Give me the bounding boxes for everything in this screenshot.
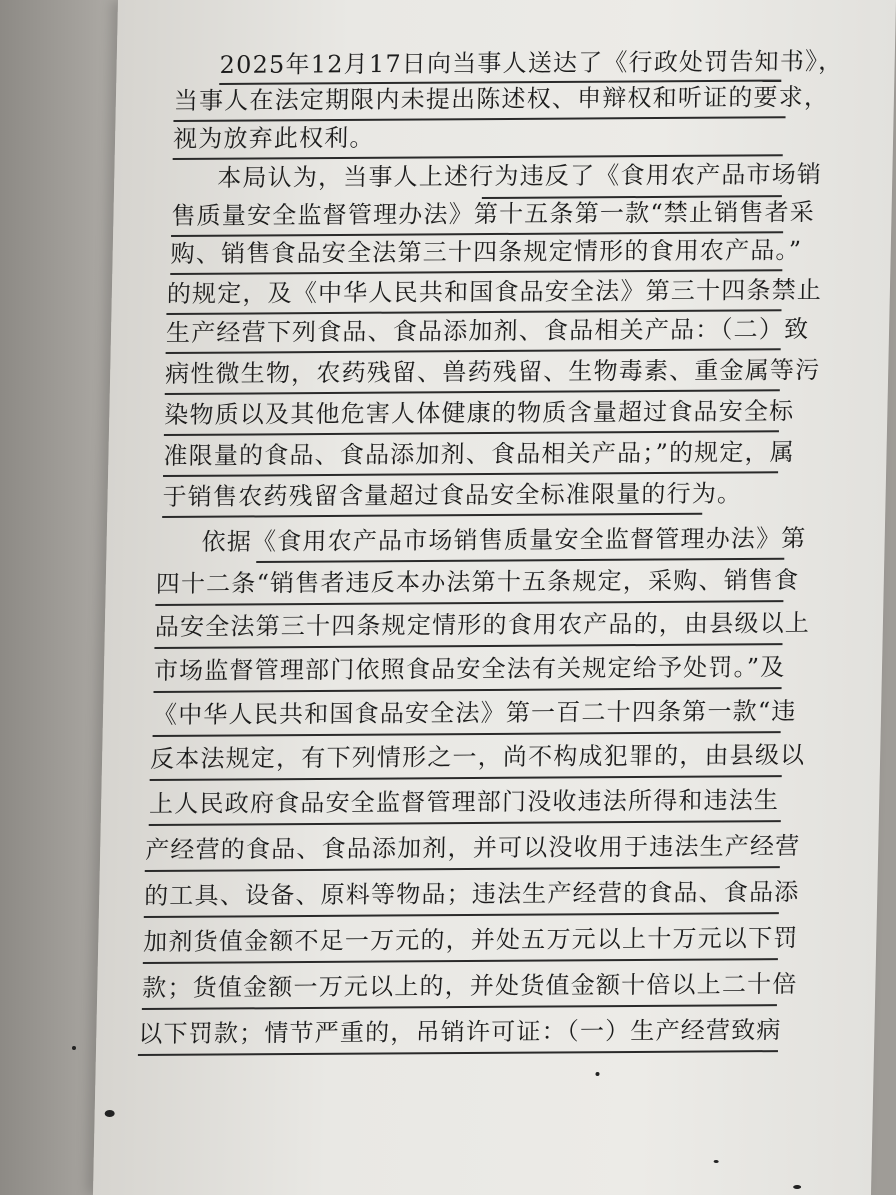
text-line: 2025年12月17日向当事人送达了《行政处罚告知书》， [219, 47, 844, 79]
text-line: 的工具、设备、原料等物品；违法生产经营的食品、食品添 [144, 877, 800, 910]
text-line: 以下罚款；情节严重的，吊销许可证：（一）生产经营致病 [138, 1016, 782, 1048]
text-line: 四十二条“销售者违反本办法第十五条规定，采购、销售食 [155, 566, 800, 598]
text-line: 生产经营下列食品、食品添加剂、食品相关产品：（二）致 [165, 315, 810, 347]
text-line: 售质量安全监督管理办法》第十五条第一款“禁止销售者采 [171, 198, 816, 230]
toner-speck [793, 1185, 801, 1189]
text-line: 上人民政府食品安全监督管理部门没收违法所得和违法生 [148, 786, 780, 818]
text-line: 当事人在法定期限内未提出陈述权、申辩权和听证的要求， [173, 82, 830, 115]
text-line: 加剂货值金额不足一万元的，并处五万元以上十万元以下罚 [143, 923, 799, 956]
text-line: 染物质以及其他危害人体健康的物质含量超过食品安全标 [164, 397, 795, 429]
text-line: 《中华人民共和国食品安全法》第一百二十四条第一款“违 [152, 697, 797, 729]
text-line: 依据《食用农产品市场销售质量安全监督管理办法》第 [201, 524, 807, 556]
document-page [93, 0, 896, 1195]
toner-speck [72, 1046, 76, 1050]
text-line: 市场监督管理部门依照食品安全法有关规定给予处罚。”及 [153, 653, 786, 685]
text-line: 款；货值金额一万元以上的，并处货值金额十倍以上二十倍 [142, 969, 798, 1002]
text-line: 购、销售食品安全法第三十四条规定情形的食用农产品。” [170, 236, 803, 268]
text-line: 反本法规定，有下列情形之一，尚不构成犯罪的，由县级以 [149, 740, 806, 773]
text-line: 病性微生物，农药残留、兽药残留、生物毒素、重金属等污 [164, 355, 821, 388]
toner-speck [105, 1110, 115, 1117]
toner-speck [714, 1160, 719, 1163]
text-line: 准限量的食品、食品添加剂、食品相关产品；”的规定，属 [163, 438, 796, 470]
text-line: 视为放弃此权利。 [172, 123, 375, 153]
text-line: 产经营的食品、食品添加剂，并可以没收用于违法生产经营 [144, 831, 801, 864]
text-line: 的规定，及《中华人民共和国食品安全法》第三十四条禁止 [166, 275, 823, 308]
text-line: 于销售农药残留含量超过食品安全标准限量的行为。 [162, 479, 743, 511]
text-line: 本局认为，当事人上述行为违反了《食用农产品市场销 [217, 160, 823, 192]
toner-speck [595, 1072, 599, 1076]
text-line: 品安全法第三十四条规定情形的食用农产品的，由县级以上 [154, 608, 811, 641]
